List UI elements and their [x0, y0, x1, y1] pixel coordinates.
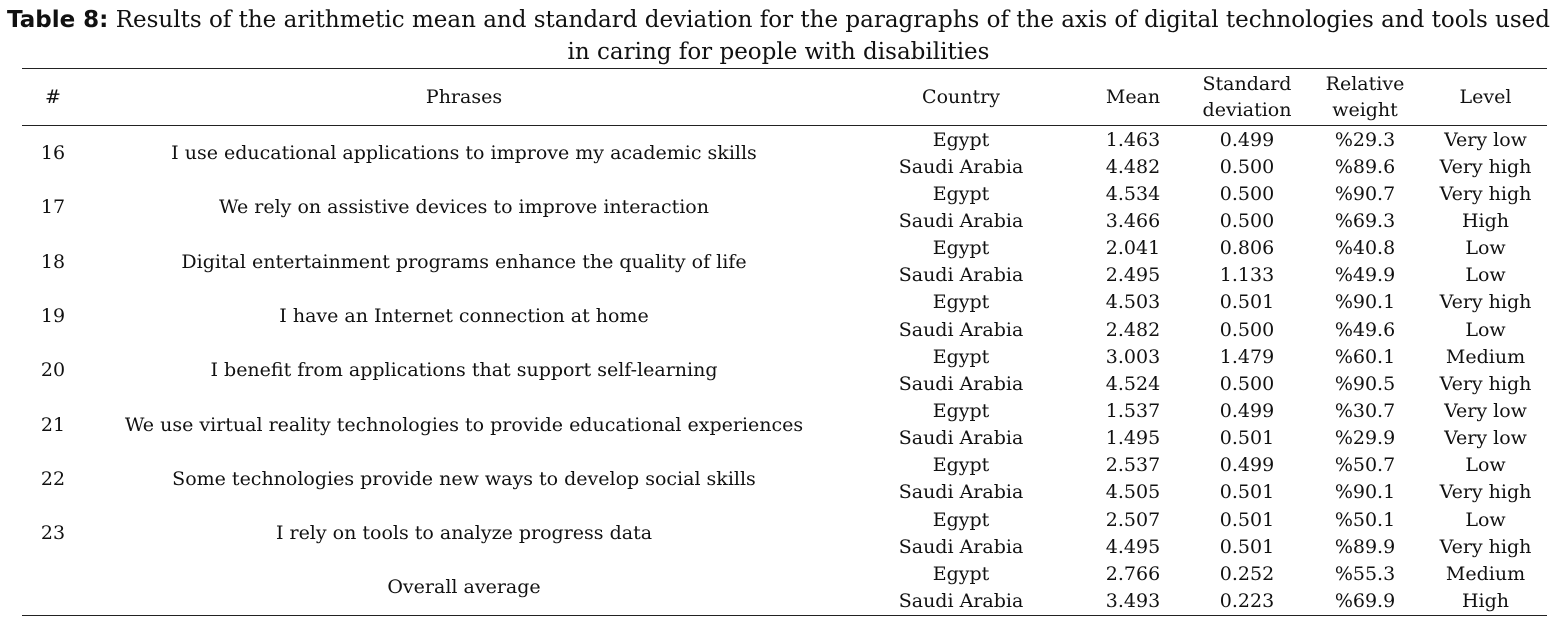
- row-number: 18: [40, 250, 66, 273]
- cell-level: Very low: [1444, 427, 1527, 450]
- cell-relative-weight: %60.1: [1334, 345, 1396, 368]
- table-row: [22, 506, 1547, 533]
- cell-relative-weight: %69.3: [1334, 209, 1396, 232]
- cell-mean: 1.463: [1105, 128, 1161, 151]
- cell-standard-deviation: 0.500: [1219, 372, 1275, 395]
- cell-relative-weight: %89.9: [1334, 535, 1396, 558]
- cell-relative-weight: %50.1: [1334, 508, 1396, 531]
- cell-mean: 2.041: [1105, 237, 1161, 260]
- cell-country: Saudi Arabia: [898, 209, 1024, 232]
- cell-standard-deviation: 0.500: [1219, 318, 1275, 341]
- cell-mean: 4.524: [1105, 372, 1161, 395]
- table-row: [22, 180, 1547, 207]
- cell-level: Very high: [1439, 155, 1532, 178]
- cell-relative-weight: %29.9: [1334, 427, 1396, 450]
- table-body: [22, 126, 1547, 616]
- cell-level: Very high: [1439, 481, 1532, 504]
- cell-level: Low: [1465, 508, 1506, 531]
- header-relative-weight: Relative weight: [1306, 69, 1424, 126]
- cell-level: Very high: [1439, 535, 1532, 558]
- cell-mean: 4.534: [1105, 182, 1161, 205]
- header-phrases: Phrases: [84, 69, 844, 126]
- cell-country: Saudi Arabia: [898, 427, 1024, 450]
- cell-level: Low: [1465, 237, 1506, 260]
- row-number: 21: [40, 413, 66, 436]
- table-row: [22, 343, 1547, 370]
- cell-standard-deviation: 0.500: [1219, 155, 1275, 178]
- row-number: 19: [40, 304, 66, 327]
- table-row: [22, 235, 1547, 262]
- cell-standard-deviation: 0.501: [1219, 481, 1275, 504]
- table-header-row: [22, 69, 1547, 126]
- cell-country: Egypt: [932, 237, 990, 260]
- cell-mean: 4.505: [1105, 481, 1161, 504]
- cell-country: Saudi Arabia: [898, 535, 1024, 558]
- row-number: 17: [40, 196, 66, 219]
- cell-standard-deviation: 0.500: [1219, 209, 1275, 232]
- cell-country: Saudi Arabia: [898, 372, 1024, 395]
- header-standard-deviation: Standard deviation: [1188, 69, 1306, 126]
- cell-level: Very high: [1439, 372, 1532, 395]
- cell-country: Egypt: [932, 454, 990, 477]
- table-row: [22, 452, 1547, 479]
- cell-relative-weight: %50.7: [1334, 454, 1396, 477]
- cell-standard-deviation: 0.501: [1219, 508, 1275, 531]
- table-caption-text: Results of the arithmetic mean and standard deviation for the paragraphs of the axis of digital technologies and tools used in caring for people with disabilities: [108, 7, 1551, 65]
- cell-standard-deviation: 0.223: [1188, 587, 1306, 615]
- row-phrase: Digital entertainment programs enhance the quality of life: [181, 250, 747, 273]
- cell-relative-weight: %90.1: [1334, 481, 1396, 504]
- cell-level: Low: [1465, 318, 1506, 341]
- cell-mean: 4.495: [1105, 535, 1161, 558]
- row-number: 23: [40, 522, 66, 545]
- cell-level: Medium: [1445, 345, 1526, 368]
- cell-standard-deviation: 0.500: [1219, 182, 1275, 205]
- table-caption-label: Table 8:: [6, 7, 109, 33]
- cell-mean: 3.466: [1105, 209, 1161, 232]
- cell-relative-weight: %90.1: [1334, 291, 1396, 314]
- cell-country: Egypt: [932, 182, 990, 205]
- cell-country: Saudi Arabia: [898, 318, 1024, 341]
- cell-standard-deviation: 0.499: [1219, 454, 1275, 477]
- cell-relative-weight: %29.3: [1334, 128, 1396, 151]
- cell-standard-deviation: 0.252: [1219, 562, 1275, 585]
- cell-relative-weight: %49.6: [1334, 318, 1396, 341]
- header-mean: Mean: [1078, 69, 1188, 126]
- cell-mean: 2.766: [1105, 562, 1161, 585]
- table-row: [22, 397, 1547, 424]
- header-level: Level: [1424, 69, 1547, 126]
- table-row: [22, 126, 1547, 154]
- cell-country: Saudi Arabia: [898, 264, 1024, 287]
- cell-relative-weight: %69.9: [1306, 587, 1424, 615]
- row-phrase: We rely on assistive devices to improve interaction: [219, 196, 709, 219]
- header-number: #: [22, 69, 84, 126]
- cell-country: Egypt: [932, 345, 990, 368]
- row-phrase: Some technologies provide new ways to develop social skills: [172, 467, 756, 490]
- cell-standard-deviation: 0.806: [1219, 237, 1275, 260]
- cell-mean: 4.482: [1105, 155, 1161, 178]
- cell-country: Egypt: [932, 128, 990, 151]
- cell-level: Very high: [1439, 291, 1532, 314]
- table-row: [22, 560, 1547, 587]
- cell-standard-deviation: 1.133: [1219, 264, 1275, 287]
- cell-level: Very low: [1444, 128, 1527, 151]
- cell-standard-deviation: 0.499: [1219, 399, 1275, 422]
- cell-relative-weight: %90.5: [1334, 372, 1396, 395]
- header-country: Country: [844, 69, 1078, 126]
- cell-relative-weight: %30.7: [1334, 399, 1396, 422]
- row-phrase: I benefit from applications that support self-learning: [210, 359, 718, 382]
- cell-level: Very high: [1439, 182, 1532, 205]
- table-caption: [0, 4, 1557, 68]
- row-phrase: Overall average: [84, 560, 844, 615]
- cell-mean: 2.495: [1105, 264, 1161, 287]
- cell-level: Low: [1465, 454, 1506, 477]
- row-phrase: I rely on tools to analyze progress data: [275, 522, 653, 545]
- cell-relative-weight: %89.6: [1334, 155, 1396, 178]
- cell-mean: 3.003: [1105, 345, 1161, 368]
- table-row: [22, 289, 1547, 316]
- row-phrase: I use educational applications to improve my academic skills: [171, 142, 757, 165]
- cell-relative-weight: %90.7: [1334, 182, 1396, 205]
- cell-mean: 1.537: [1105, 399, 1161, 422]
- results-table: [22, 68, 1547, 616]
- cell-country: Egypt: [932, 291, 990, 314]
- cell-country: Saudi Arabia: [898, 481, 1024, 504]
- cell-level: High: [1424, 587, 1547, 615]
- cell-standard-deviation: 0.501: [1219, 291, 1275, 314]
- row-phrase: We use virtual reality technologies to provide educational experiences: [124, 413, 804, 436]
- cell-mean: 2.537: [1105, 454, 1161, 477]
- cell-level: Low: [1465, 264, 1506, 287]
- row-number: 16: [40, 142, 66, 165]
- cell-mean: 2.507: [1105, 508, 1161, 531]
- cell-country: Egypt: [932, 562, 990, 585]
- cell-country: Saudi Arabia: [844, 587, 1078, 615]
- cell-relative-weight: %40.8: [1334, 237, 1396, 260]
- cell-standard-deviation: 1.479: [1219, 345, 1275, 368]
- cell-mean: 3.493: [1078, 587, 1188, 615]
- cell-relative-weight: %55.3: [1334, 562, 1396, 585]
- cell-country: Egypt: [932, 508, 990, 531]
- row-phrase: I have an Internet connection at home: [279, 304, 649, 327]
- row-number: 20: [40, 359, 66, 382]
- cell-level: Medium: [1445, 562, 1526, 585]
- cell-standard-deviation: 0.501: [1219, 427, 1275, 450]
- cell-mean: 2.482: [1105, 318, 1161, 341]
- row-number: 22: [40, 467, 66, 490]
- cell-level: Very low: [1444, 399, 1527, 422]
- cell-standard-deviation: 0.501: [1219, 535, 1275, 558]
- cell-relative-weight: %49.9: [1334, 264, 1396, 287]
- cell-country: Saudi Arabia: [898, 155, 1024, 178]
- cell-standard-deviation: 0.499: [1219, 128, 1275, 151]
- cell-country: Egypt: [932, 399, 990, 422]
- cell-mean: 1.495: [1105, 427, 1161, 450]
- cell-mean: 4.503: [1105, 291, 1161, 314]
- row-number: [22, 560, 84, 615]
- cell-level: High: [1461, 209, 1510, 232]
